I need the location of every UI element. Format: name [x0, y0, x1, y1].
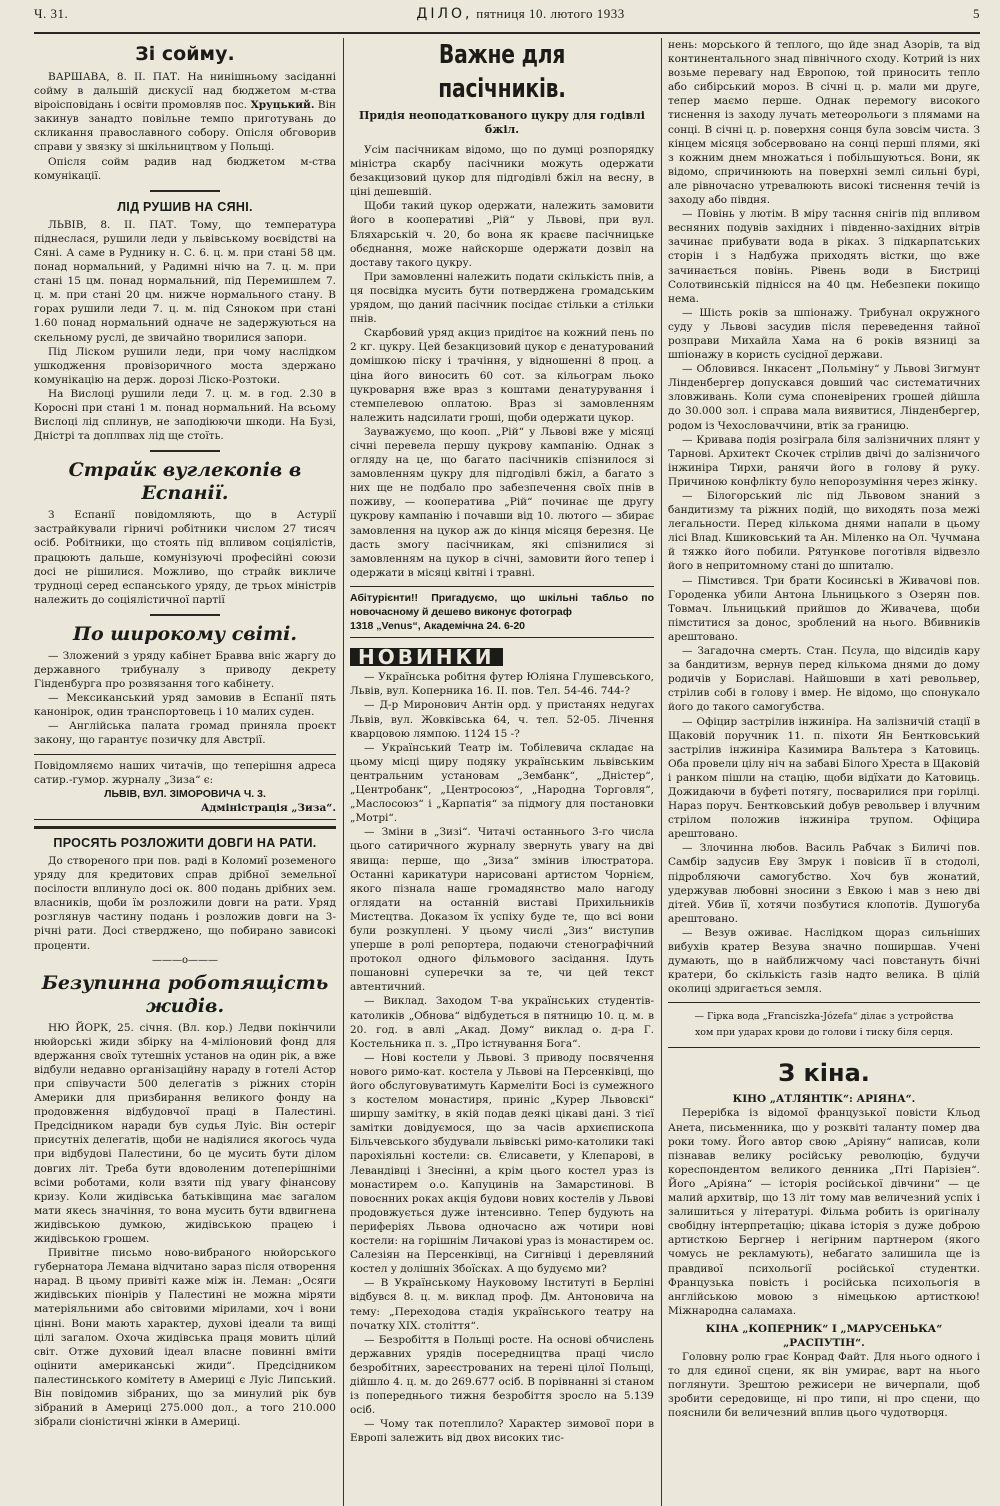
- news-item: — Д-р Миронович Антін орд. у пристанях недугах Львів, вул. Жовківська 64, ч. тел. 52-05. Лічення кварцовою лямпою. 1124 15 -?: [350, 699, 654, 740]
- news-item: нень: морського й теплого, що йде знад Азорів, та від континентального знад північного сходу. Котрий із них возьме перевагу над Европою, той приносить тепло або сибірський мороз. В січні ц. р. мали ми друге, тепер маємо перше. Однак перемогу високого тиснення із заходу лучать метеорольоги з плямами на сонці. В січні ц. р. поверхня сонця була зовсім чиста. З кінцем місяця зобсервовано на сонці перші плями, які з кожним днем множаться і побільшуються. Вони, як відомо, спричинюють на поверхні землі сильні бурі, але рівночасно утревалюють високі тиснення течій із заходу або півдня.: [668, 39, 980, 207]
- subheadline-bees: Придія неоподаткованого цукру для годівлі бжіл.: [359, 109, 645, 136]
- headline-debts: ПРОСЯТЬ РОЗЛОЖИТИ ДОВГИ НА РАТИ.: [53, 835, 317, 850]
- article-bees-p2: Щоби такий цукор одержати, належить замовити його в кооперативі „Рій“ у Львові, при вул. Бляхарській ч. 20, бо вона як краєве пасічницьке обєднання, може найскорше одержати дозвіл на доставу такого цукру.: [350, 200, 654, 269]
- article-strike: З Еспанії повідомляють, що в Астурії застрайкували гірничі робітники числом 27 тисяч осіб. Робітники, що стоять під впливом соціялістів, працюють дальше, комунізуючі професійні союзи досі не рішилися. Можливо, що страйк викличе трудноці серед еспанського уряду, де трьох міністрів належить до соціялістичної партії: [34, 509, 336, 606]
- separator: [150, 450, 220, 452]
- ad-mineral-water: — Гірка вода „Franciszka-Józefa“ ділає з устройства хом при ударах крови до голови і тиску біля серця.: [668, 1002, 980, 1048]
- news-item: — Український Театр ім. Тобілевича складає на цьому місці щиру подяку українським львівським центральним установам „Зембанк“, „Дністер“, „Центробанк“, „Центросоюз“, „Народна Торговля“, „Маслосоюз“ і „Карпатія“ за підмогу для постановки „Мотрі“.: [350, 741, 654, 825]
- cinema-title-2: КІНА „КОПЕРНИК“ І „МАРУСЕНЬКА“: [705, 1322, 943, 1335]
- page-number: 5: [972, 6, 980, 21]
- separator: [34, 826, 336, 829]
- headline-cinema: З кіна.: [778, 1059, 870, 1088]
- cinema-review-2: Головну ролю грає Конрад Файт. Для нього одного і то для єдиної сцени, як він умирає, варт на нього поглянути. Зрештою режисери не вичерпали, щоб зробити середовище, ні про типи, ні про сцени, що пояснили би величезний вплив цього чудотворця.: [668, 1351, 980, 1420]
- news-item: — Кривава подія розіграла біля залізничних плянт у Тарнові. Архитект Скочек стрілив двічі до залізничого інжиніра Тирхи, ранячи його в голову й руку. Причиною конфлікту було непорозуміння через жінку.: [668, 433, 980, 488]
- news-item: — Білогорський ліс під Львовом знаний з бандитизму та ріжних подій, що виходять поза межі легальности. Перед кількома днями напали в цьому лісі Влад. Кшиковський та Ан. Міленко на Ол. Чучмана й тяжко його побили. Рятункове поготівля відвезло його в непритомному стані до шпиталю.: [668, 490, 980, 573]
- headline-bees: Важне для пасічників.: [438, 40, 566, 104]
- cinema-title-2b: „РАСПУТІН“.: [783, 1336, 865, 1349]
- ziza-notice: Повідомляємо наших читачів, що теперішня адреса сатир.-гумор. журналу „Зиза“ є: ЛЬВІВ, ВУЛ. ЗІМОРОВИЧА Ч. 3. Адміністрація „Зиза“.: [34, 754, 336, 820]
- article-debts: До створеного при пов. раді в Коломиї роземеного уряду для кредитових справ дрібної земельної посілости вплинуло досі ок. 800 подань дрібних зем. власників, щоби їм розложили довги на рати. Уряд розглянув частину подань і розложив довги на 3-річні рати. Досі стверджено, що побирано зависокі проценти.: [34, 854, 336, 952]
- issue-number: Ч. 31.: [34, 6, 69, 21]
- separator: [150, 190, 220, 192]
- article-world-p2: — Мексиканський уряд замовив в Еспанії пять канонірок, один транспортовець і 10 малих суден.: [34, 692, 336, 719]
- news-item: — Безробіття в Польщі росте. На основі обчислень державних урядів посередництва праці число безробітних, зареєстрованих на терені цілої Польщі, дійшло 4. ц. м. до 269.677 осіб. В порівнанні зі станом із попереднього тижня безробіття зросло на 5.139 осіб.: [350, 1333, 654, 1417]
- section-title-news: НОВИНКИ: [350, 648, 503, 666]
- news-item: — Виклад. Заходом Т-ва українських студентів-католиків „Обнова“ відбудеться в пятницю 10. ц. м. в 20. год. в авлі „Акад. Дому“ виклад о. д-ра Г. Костельника п. з. „Про істнування Бога“.: [350, 995, 654, 1050]
- news-item: — Українська робітня футер Юліяна Глушевського, Львів, вул. Коперника 16. II. пов. Тел. 54-46. 744-?: [350, 671, 654, 698]
- article-ice-p1: ЛЬВІВ, 8. II. ПАТ. Тому, що температура піднеслася, рушили леди у львівському воєвідстві на Сяні. А саме в Руднику н. С. 6. ц. м. при стані 58 цм. понад нормальний, у Радимні нічю на 7. ц. м. при стані 15 цм. понад нормальний, під Перемишлем 7. ц. м. при стані 20 цм. нижче нормального стану. В горах рушили леди 7. ц. м. під Сяноком при стані 1.60 понад нормальний одначе не задержуються на скельному руслі, де звичайно творилися запори.: [34, 218, 336, 344]
- article-world-p3: — Англійська палата громад приняла проєкт закону, що гарантує позичку для Австрії.: [34, 720, 336, 747]
- column-left: [34, 38, 336, 1506]
- article-sejm-end: Опісля сойм радив над бюджетом м-ства комунікації.: [34, 155, 336, 182]
- news-item: — Зміни в „Зизі“. Читачі останнього 3-го числа цього сатиричного журналу звернуть увагу на дві явища: перше, що „Зиза“ змінив ілюстратора. Останні карикатури нарисовані артистом Чорнієм, якого пізнала наше громадянство мало нагоду оглядати на останній виставі Прихильників Мистецтва. Доказом їх успіху буде те, що всі вони були розкуплені. У цьому числі „Зиз“ виступив уперше в ролі репортера, подаючи стенографічний протокол одного фільмового засідання. Ідуть пошановні суперечки за те, чи цей текст автентичний.: [350, 826, 654, 994]
- column-rule: [343, 38, 344, 1506]
- headline-sejm: Зі сойму.: [135, 43, 235, 65]
- article-bees-p1: Усім пасічникам відомо, що по думці розпорядку міністра скарбу пасічники можуть одержати безакцизовий цукор для підгодівлі бжіл на весну, в ціні дешевшій.: [350, 144, 654, 199]
- article-bees-p5: Зауважуємо, що кооп. „Рій“ у Львові вже у місяці січні перевела першу цукрову кампанію. Однак з огляду на це, що багато пасічників спізнилося зі замовленням цукру для підгодівлі бжіл, а багато з них ще не подбало про забезпечення своїх пнів в поживу, — кооператива „Рій“ починає ще другу цукрову кампанію і почавши від 10. лютого — збирає замовлення на цукор аж до кінця місяця березня. Це дасть змогу пасічникам, які спізнилися зі замовленням на цукор в січні, замовити його тепер і одержати в місяці квітні і травні.: [350, 425, 654, 579]
- article-world-p1: — Зложений з уряду кабінет Бравва вніс жаргу до державного трибуналу з приводу декрету Гінденбурга про розвязання того кабінету.: [34, 649, 336, 691]
- cinema-title-1: КІНО „АТЛЯНТІК“: АРІЯНА“.: [732, 1093, 916, 1106]
- news-item: — Злочинна любов. Василь Рабчак з Биличі пов. Самбір задусив Еву Змрук і повісив її в стодолі, підробляючи самогубство. Хоч був жонатий, удержував любовні зносини з Евкою і мав з нею дві дітей. Убив її, хотячи позбутися клопотів. Душогуба арештовано.: [668, 842, 980, 925]
- article-ice-p3: На Вислоці рушили леди 7. ц. м. в год. 2.30 в Коросні при стані 1 м. понад нормальний. На всьому Вислоці лід сплинув, не заподіюючи шкоди. На Бузі, Дністрі та доплпвах лід ще стоїть.: [34, 387, 336, 443]
- article-bees-p4: Скарбовий уряд акциз придітоє на кожний пень по 2 кг. цукру. Цей безакцизовий цукор є денатурований домішкою піску і трачіння, у відношенні 8 проц. а ціна його виносить 60 сот. за кільограм льоко цукроварня вже враз з коштами денатурування і стемпелевою оплатою. Враз зі замовленням належить надсилати гроші, щоби одержати цукор.: [350, 327, 654, 424]
- separator: [150, 614, 220, 616]
- headline-strike: Страйк вуглекопів в Еспанії.: [68, 459, 302, 505]
- news-item: — Офіцир застрілив інжиніра. На залізничій стації в Щаковій поручник 11. п. піхоти Ян Бентковський застрілив інжиніра Казимира Вальтера з Катовиць. Оба провели цілу ніч на забаві Білого Хреста в Щаковій і ранком пішли на стацію, щоби відїхати до Катовиць. Дожидаючи в буфеті потягу, посварилися при горілці. Нараз поруч. Бентковський добув револьвер і влучним стрілом положив інжиніра трупом. Офіцира арештовано.: [668, 715, 980, 841]
- news-item: — Чому так потеплило? Характер зимової пори в Европі залежить від двох високих тис-: [350, 1418, 654, 1445]
- masthead: [34, 6, 980, 34]
- columns: [34, 38, 980, 1506]
- article-ice-p2: Під Ліском рушили леди, при чому наслідком ушкодження провізоричного моста здержано комунікацію на держ. дорозі Ліско-Розтоки.: [34, 345, 336, 386]
- news-item: — Загадочна смерть. Стан. Псула, що відсидів кару за бандитизм, вернув перед кількома днями до дому родичів у Бориславі. Найшовши в хаті револьвер, стрілив собі в голову і вмер. Не відомо, що спонукало його до такого самогубства.: [668, 645, 980, 714]
- news-item: — Повінь у лютім. В міру тасння снігів під впливом весняних подувів західних і південно-західних вітрів зачинає прибувати вода в ріках. З підкарпатських сторін і з Надбужа приходять вістки, що вже зачинається повінь. Рівень води в Бистриці Солотвинській піднісся на 40 цм. Небезпеки покищо нема.: [668, 208, 980, 305]
- news-item: — Пімстився. Три брати Косинські в Живачові пов. Городенка убили Антона Ільницького з Озерян пов. Товмач. Ільницький прийшов до Живачева, щоби пімститися за донос, зроблений на нього. Вбивників арештовано.: [668, 574, 980, 643]
- article-bees-p3: При замовленні належить подати скількість пнів, а ця посвідка мусить бути потверджена громадським урядом, що даний пасічник посідає стільки а стільки пнів.: [350, 270, 654, 326]
- article-jews-p1: НЮ ЙОРК, 25. січня. (Вл. кор.) Ледви покінчили нюйорські жиди збірку на 4-міліоновий фонд для вдержання своїх тутешніх установ на один рік, а вже відбули недавно організаційну нараду в готелі Астор при співучасти 500 делегатів з ріжних сторін Америки для призбирання великого фонду на продовження відбудовчої праці в Палестині. Предсідником наради був судья Луіс. Він остеріг присутніх делегатів, щоби не надіялися якогось чуда при відбудові Палестини, бо це мусить бути ділом довгих літ. Треба бути вдоволеним дотеперішніми всіми роботами, коли взяти під увагу фінансову кризу. Коли жидівська батьківщина має загалом мати якесь значіння, то вона мусить бути вдвигнена жидівською думкою, жидівською працею і жидівською грошем.: [34, 1021, 336, 1245]
- column-rule: [661, 38, 662, 1506]
- publication-title: ДІЛО, пятниця 10. лютого 1933: [416, 6, 625, 22]
- ad-venus: Абітурієнти!! Пригадуємо, що шкільні табльо по новочасному й дешево виконує фотограф 1318 „Venus“, Академічна 24. 6-20: [350, 586, 654, 638]
- separator-o: ———o———: [151, 954, 219, 966]
- article-jews-p2: Привітне письмо ново-вибраного нюйорського губернатора Лемана відчитано зараз після отворення нарад. В цьому привіті каже між ін. Леман: „Осяги жидівських піонірів у Палестині не можна міряти матеріяльними або світовими мірилами, хоч і вони цінні. Вони мають характер, духові ідеали та вищі цілі загалом. Охоча жидівська праця мовить цілий світ. Отже духовий ідеал власне повинні вміти оцінити американські жиди“. Предсідником палестинського комітету в Америці є Луіс Липський. Він повідомив зібраних, що за минулий рік був зібраний в Америці 275.000 дол., а того 210.000 зібрали сіоністичні жінки в Америці.: [34, 1247, 336, 1429]
- headline-jews: Безупинна роботящість жидів.: [41, 971, 329, 1017]
- column-right: [668, 38, 980, 1506]
- news-item: — Шість років за шпіонажу. Трибунал окружного суду у Львові засудив після переведення тайної розправи Михайла Хама на 6 років вязниці за шпіонажу в користь сусідної держави.: [668, 306, 980, 362]
- issue-date: пятниця 10. лютого 1933: [476, 6, 625, 21]
- headline-ice: ЛІД РУШИВ НА СЯНІ.: [117, 199, 253, 214]
- news-item: — Нові костели у Львові. З приводу посвячення нового римо-кат. костела у Львові на Персенківці, що його обслуговуватимуть Кармеліти Босі із сумежного з костелом монастиря, приніс „Курер Львовскі“ ширшу замітку, в якій подав деякі цікаві дані. З тієї замітки довідуємося, що за часів архиєпископа Більчевського збудували львівські римо-католики такі парохіяльні костели: св. Єлисавети, у Клепарові, в Левандівці і Знесінні, а крім цього костел ураз із монастирем о.о. Капуцинів на Замарстинові. В повоєнних роках акція будови нових костелів у Львові продовжується дуже інтенсивно. Тепер будують на периферіях Львова одночасно аж чотири нові костели: на горішнім Личакові ураз із монастирем ос. Салезіян на Персенківці, на Сигнівці і деревляний костел у долішніх Збоїсках. А що будуємо ми?: [350, 1051, 654, 1276]
- cinema-review-1: Перерібка із відомої французької повісти Кльод Анета, письменника, що у розквіті таланту помер два роки тому. Його автор свою „Аріяну“ написав, коли пізнавав велику російську революцію, будучи кореспондентом великого денника „Пті Парізіен“. Його „Аріяна“ — історія російської дівчини“ — це малий архитвір, що 13 літ тому мав величезний успіх і залишиться у літературі. Фільма робить із оригіналу свобідну інтерпретацію; цікава історія з дуже доброю артисткою Бергнер і негірним партнером (якого чомусь не рекламують), небагато залишила ще із правдивої психольогії російської студентки. Французька повість і російська психольогія в англійською мовою з німецькою артисткою! Міжнародна саламаха.: [668, 1107, 980, 1317]
- column-middle: [350, 38, 654, 1506]
- article-sejm: ВАРШАВА, 8. II. ПАТ. На нинішньому засіданні сойму в дальшій дискусії над бюджетом м-ства віроісповідань і освіти промовляв пос. Хруцький. Він закинув занадто повільне темпо приготувань до скликання православного собору. Опісля обговорив справи у звязку зі шкільництвом у Польщі.: [34, 71, 336, 154]
- news-item: — В Українському Науковому Інституті в Берліні відбувся 8. ц. м. виклад проф. Дм. Антоновича на тему: „Переходова стадія українського театру на початку XIX. століття“.: [350, 1277, 654, 1332]
- news-item: — Обловився. Інкасент „Польміну“ у Львові Зигмунт Лінденбергер допускався довший час систематичних зловживань. Коли сума споневірених грошей дійшла до 30.000 зол. і справа мала виявитися, Лінденбергер, родом із Чехословаччини, втік за границю.: [668, 363, 980, 432]
- news-item: — Везув оживає. Наслідком щораз сильніших вибухів кратер Везува значно поширшав. Учені думають, що в найближчому часі повстануть бічні кратери, бо скількість газів надто велика. В цілій околиці здригається земля.: [668, 926, 980, 996]
- headline-world: По широкому світі.: [73, 622, 297, 645]
